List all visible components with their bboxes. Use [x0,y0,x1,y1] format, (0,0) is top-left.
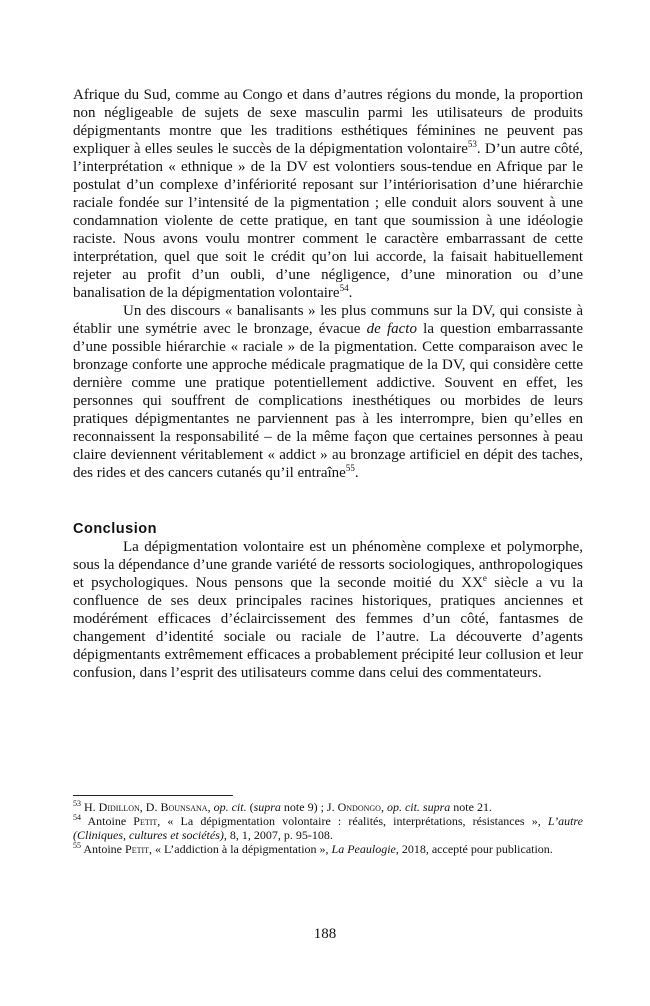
body-paragraph-2 [73,302,583,482]
footnote-ref-53[interactable]: 53 [467,139,477,149]
footnotes [73,800,583,856]
page-body [73,86,583,682]
footnote-italic: supra [253,800,281,814]
author-name: Didillon [98,800,140,814]
footnote-separator [73,795,233,796]
footnote-text: ( [246,800,254,814]
footnote-text: Antoine [83,842,126,856]
footnote-italic: L’autre (Cliniques, cultures et sociétés) [73,814,583,842]
footnote-53 [73,800,583,814]
paragraph-text: Afrique du Sud, comme au Congo et dans d’autres régions du monde, la proportion non négligeable de sujets de sexe masculin parmi les utilisateurs de produits dépigmentants montre que les traditions esthétiques féminines ne peuvent pas expliquer à elles seules le succès de la dépigmentation volontaire [73,87,583,157]
footnote-text: note 21. [450,800,492,814]
body-paragraph-1 [73,86,583,302]
footnote-number: 53 [73,799,81,808]
author-name: Petit [125,842,150,856]
footnote-55 [73,842,583,856]
author-name: Petit [133,814,158,828]
paragraph-text: La dépigmentation volontaire est un phénomène complexe et polymorphe, sous la dépendance d’une grande variété de ressorts sociologiques, anthropologiques et psychologiques. Nous pensons que la seconde moitié du XX [73,539,583,591]
paragraph-text: . [354,465,359,481]
footnote-text: note 9) ; J. [280,800,338,814]
footnote-number: 54 [73,813,81,822]
footnote-text: , 2018, accepté pour publication. [395,842,553,856]
paragraph-text: Un des discours « banalisants » les plus communs sur la DV, qui consiste à établir une symétrie avec le bronzage, évacue [73,303,583,337]
paragraph-text: siècle a vu la confluence de ses deux principales racines historiques, pratiques anciennes et modérément efficaces d’éclaircissement des femmes d’un côté, fantasmes de changement d’identité sociale ou raciale de l’autre. La découverte d’agents dépigmentants extrêmement efficaces a probablement précipité leur collusion et leur confusion, dans l’esprit des utilisateurs comme dans celui des commentateurs. [73,575,583,681]
footnote-text: , 8, 1, 2007, p. 95-108. [223,828,333,842]
footnote-text: , « La dépigmentation volontaire : réalités, interprétations, résistances », [157,814,548,828]
italic-term: de facto [366,321,417,337]
paragraph-text: . [348,285,353,301]
century-superscript: e [482,573,487,583]
footnote-text: , « L’addiction à la dépigmentation », [149,842,332,856]
conclusion-paragraph [73,538,583,682]
paragraph-text: . D’un autre côté, l’interprétation « ethnique » de la DV est volontiers sous-tendue en Afrique par le postulat d’un complexe d’infériorité reposant sur l’intériorisation d’une hiérarchie raciale fondée sur l’intensité de la pigmentation ; elle conduit alors souvent à une condamnation violente de cette pratique, en tant que soumission à une idéologie raciste. Nous avons voulu montrer comment le caractère embarrassant de cette interprétation, quel que soit le crédit qu’on lui accorde, la faisait habituellement rejeter au profit d’un oubli, d’une négligence, d’une minoration ou d’une banalisation de la dépigmentation volontaire [73,141,584,301]
footnote-italic: op. cit. supra [386,800,451,814]
footnote-italic: op. cit. [213,800,247,814]
footnote-text: , [207,800,214,814]
footnote-text: , D. [139,800,161,814]
author-name: Bounsana [160,800,208,814]
footnote-text: , [380,800,387,814]
footnote-ref-54[interactable]: 54 [339,283,349,293]
footnote-text: Antoine [87,814,134,828]
page-number: 188 [313,926,337,942]
footnote-number: 55 [73,841,81,850]
author-name: Ondongo [337,800,381,814]
footnote-ref-55[interactable]: 55 [345,463,355,473]
footnote-54 [73,814,583,842]
footnote-text: H. [84,800,99,814]
paragraph-text: la question embarrassante d’une possible hiérarchie « raciale » de la pigmentation. Cette comparaison avec le bronzage conforte une approche médicale pragmatique de la DV, qui considère cette dernière comme une pratique potentiellement addictive. Souvent en effet, les personnes qui souffrent de complications inesthétiques ou morbides de leurs pratiques dépigmentantes ne parviennent pas à les interrompre, bien qu’elles en reconnaissent la responsabilité – de la même façon que certaines personnes à peau claire deviennent véritablement « addict » au bronzage artificiel en dépit des taches, des rides et des cancers cutanés qu’il entraîne [73,321,583,481]
conclusion-heading: Conclusion [73,521,157,537]
footnote-italic: La Peaulogie [331,842,396,856]
